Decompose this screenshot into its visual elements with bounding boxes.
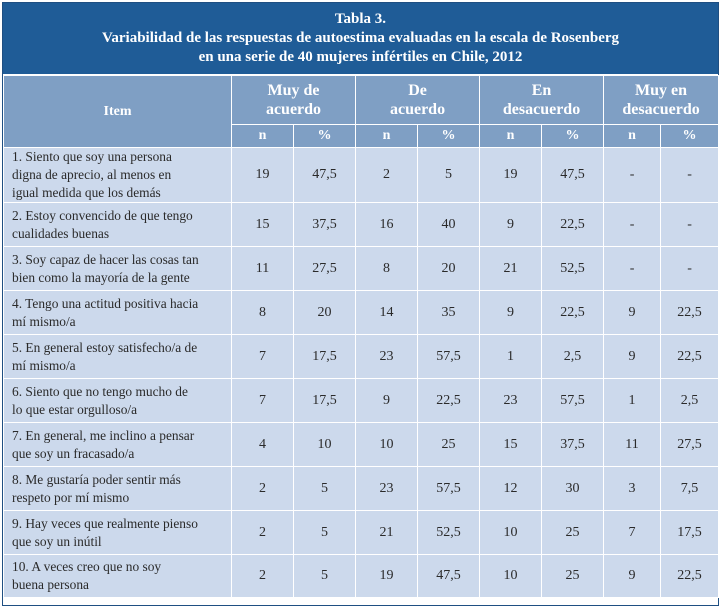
- item-statement-line: 8. Me gustaría poder sentir más: [12, 471, 181, 487]
- header-n: n: [232, 125, 294, 148]
- cell-n: 19: [480, 148, 542, 203]
- cell-n: 9: [480, 203, 542, 247]
- header-group-label-line: desacuerdo: [622, 101, 700, 118]
- cell-pct: 25: [542, 555, 604, 598]
- header-group-label-line: De: [408, 82, 427, 99]
- item-statement-line: 5. En general estoy satisfecho/a de: [12, 339, 198, 355]
- cell-pct: 47,5: [294, 148, 356, 203]
- cell-pct: 5: [294, 511, 356, 555]
- header-pct: %: [418, 125, 480, 148]
- item-statement-line: 3. Soy capaz de hacer las cosas tan: [12, 251, 199, 267]
- cell-pct: 22,5: [542, 291, 604, 335]
- cell-n: -: [604, 203, 661, 247]
- item-statement-line: buena persona: [12, 577, 89, 592]
- cell-n: 1: [480, 335, 542, 379]
- item-statement-line: 2. Estoy convencido de que tengo: [12, 207, 193, 223]
- cell-n: 23: [356, 467, 418, 511]
- cell-n: 2: [232, 511, 294, 555]
- item-statement-line: que soy un fracasado/a: [12, 445, 135, 461]
- cell-pct: 25: [418, 423, 480, 467]
- cell-pct: 10: [294, 423, 356, 467]
- item-statement-line: bien como la mayoría de la gente: [12, 269, 190, 285]
- cell-n: 16: [356, 203, 418, 247]
- cell-n: 2: [232, 555, 294, 598]
- item-statement: [4, 423, 232, 467]
- header-group-label-line: acuerdo: [265, 101, 322, 118]
- header-pct: %: [542, 125, 604, 148]
- cell-n: 2: [232, 467, 294, 511]
- cell-pct: 47,5: [418, 555, 480, 598]
- item-statement-line: 6. Siento que no tengo mucho de: [12, 383, 188, 399]
- item-statement: [4, 467, 232, 511]
- cell-pct: -: [661, 203, 719, 247]
- cell-pct: 17,5: [294, 379, 356, 423]
- item-statement-line: 10. A veces creo que no soy: [12, 559, 162, 574]
- cell-n: 1: [604, 379, 661, 423]
- table-title-line-1: Variabilidad de las respuestas de autoestima evaluadas en la escala de Rosenberg: [101, 30, 620, 46]
- cell-pct: 57,5: [418, 467, 480, 511]
- table-row: [4, 511, 719, 555]
- cell-n: 7: [232, 379, 294, 423]
- cell-n: 23: [356, 335, 418, 379]
- header-group-label-line: desacuerdo: [502, 101, 581, 118]
- cell-n: 10: [480, 555, 542, 598]
- cell-pct: 57,5: [542, 379, 604, 423]
- cell-pct: 5: [418, 148, 480, 203]
- cell-n: 19: [356, 555, 418, 598]
- cell-n: 21: [480, 247, 542, 291]
- header-pct: %: [661, 125, 719, 148]
- header-n: n: [604, 125, 661, 148]
- cell-pct: 25: [542, 511, 604, 555]
- cell-pct: 37,5: [542, 423, 604, 467]
- table-title-line-2: en una serie de 40 mujeres infértiles en Chile, 2012: [198, 49, 523, 65]
- item-statement-line: respeto por mí mismo: [12, 489, 130, 505]
- table-row: [4, 291, 719, 335]
- cell-pct: 2,5: [542, 335, 604, 379]
- cell-pct: 37,5: [294, 203, 356, 247]
- cell-pct: 17,5: [661, 511, 719, 555]
- cell-n: 9: [604, 291, 661, 335]
- header-group-label-line: Muy de: [267, 82, 320, 99]
- cell-n: 7: [232, 335, 294, 379]
- header-group-muy-de-acuerdo: [232, 76, 356, 125]
- cell-n: 8: [232, 291, 294, 335]
- cell-pct: 7,5: [661, 467, 719, 511]
- cell-pct: 52,5: [418, 511, 480, 555]
- cell-pct: 35: [418, 291, 480, 335]
- cell-pct: -: [661, 148, 719, 203]
- cell-pct: 57,5: [418, 335, 480, 379]
- item-statement-line: 4. Tengo una actitud positiva hacia: [12, 295, 199, 311]
- cell-n: 11: [604, 423, 661, 467]
- cell-pct: 40: [418, 203, 480, 247]
- cell-n: 9: [604, 555, 661, 598]
- cell-n: 4: [232, 423, 294, 467]
- item-statement: [4, 247, 232, 291]
- item-statement-line: mí mismo/a: [12, 313, 76, 329]
- cell-n: 15: [480, 423, 542, 467]
- item-statement-line: digna de aprecio, al menos en: [12, 167, 172, 182]
- cell-n: 15: [232, 203, 294, 247]
- cell-n: 8: [356, 247, 418, 291]
- table-body: [4, 148, 719, 598]
- cell-n: 19: [232, 148, 294, 203]
- table-row: [4, 203, 719, 247]
- cell-n: 9: [480, 291, 542, 335]
- cell-n: 23: [480, 379, 542, 423]
- cell-pct: 5: [294, 467, 356, 511]
- cell-n: 9: [356, 379, 418, 423]
- cell-n: 3: [604, 467, 661, 511]
- item-statement-line: 9. Hay veces que realmente pienso: [12, 515, 198, 531]
- table-row: [4, 467, 719, 511]
- item-statement: [4, 555, 232, 598]
- item-statement: [4, 335, 232, 379]
- item-statement: [4, 379, 232, 423]
- header-n: n: [480, 125, 542, 148]
- item-statement: [4, 511, 232, 555]
- cell-n: 11: [232, 247, 294, 291]
- cell-pct: 22,5: [418, 379, 480, 423]
- cell-pct: 27,5: [294, 247, 356, 291]
- header-group-label-line: acuerdo: [389, 101, 446, 118]
- cell-n: 12: [480, 467, 542, 511]
- cell-n: 14: [356, 291, 418, 335]
- table-row: [4, 335, 719, 379]
- header-group-de-acuerdo: [356, 76, 480, 125]
- header-group-label-line: Muy en: [635, 82, 688, 99]
- item-statement-line: lo que estar orgulloso/a: [12, 401, 138, 417]
- table-row: [4, 379, 719, 423]
- cell-pct: 20: [418, 247, 480, 291]
- cell-n: 2: [356, 148, 418, 203]
- cell-pct: 22,5: [661, 555, 719, 598]
- cell-n: 7: [604, 511, 661, 555]
- item-statement-line: igual medida que los demás: [12, 185, 161, 200]
- cell-pct: 22,5: [542, 203, 604, 247]
- cell-n: 10: [480, 511, 542, 555]
- cell-pct: 52,5: [542, 247, 604, 291]
- table-caption: [3, 3, 718, 75]
- header-group-en-desacuerdo: [480, 76, 604, 125]
- cell-n: 9: [604, 335, 661, 379]
- item-statement: [4, 291, 232, 335]
- header-n: n: [356, 125, 418, 148]
- header-group-label-line: En: [531, 82, 552, 99]
- header-item: Item: [4, 76, 232, 148]
- cell-pct: 22,5: [661, 291, 719, 335]
- cell-n: -: [604, 247, 661, 291]
- data-table: [3, 75, 719, 598]
- item-statement-line: cualidades buenas: [12, 225, 110, 241]
- cell-pct: 47,5: [542, 148, 604, 203]
- header-pct: %: [294, 125, 356, 148]
- cell-n: 10: [356, 423, 418, 467]
- table-row: [4, 148, 719, 203]
- header-group-muy-en-desacuerdo: [604, 76, 719, 125]
- cell-pct: 2,5: [661, 379, 719, 423]
- item-statement-line: mí mismo/a: [12, 357, 76, 373]
- item-statement-line: 1. Siento que soy una persona: [12, 149, 172, 164]
- table-row: [4, 247, 719, 291]
- cell-n: 21: [356, 511, 418, 555]
- header-row-groups: [4, 76, 719, 125]
- cell-pct: 5: [294, 555, 356, 598]
- item-statement-line: 7. En general, me inclino a pensar: [12, 427, 195, 443]
- item-statement: [4, 203, 232, 247]
- table-row: [4, 423, 719, 467]
- item-statement: [4, 148, 232, 203]
- table-container: [2, 2, 719, 606]
- cell-pct: 22,5: [661, 335, 719, 379]
- cell-pct: 20: [294, 291, 356, 335]
- item-statement-line: que soy un inútil: [12, 533, 102, 549]
- cell-pct: 30: [542, 467, 604, 511]
- cell-pct: 27,5: [661, 423, 719, 467]
- table-row: [4, 555, 719, 598]
- cell-pct: 17,5: [294, 335, 356, 379]
- cell-n: -: [604, 148, 661, 203]
- table-number: Tabla 3.: [334, 11, 387, 27]
- cell-pct: -: [661, 247, 719, 291]
